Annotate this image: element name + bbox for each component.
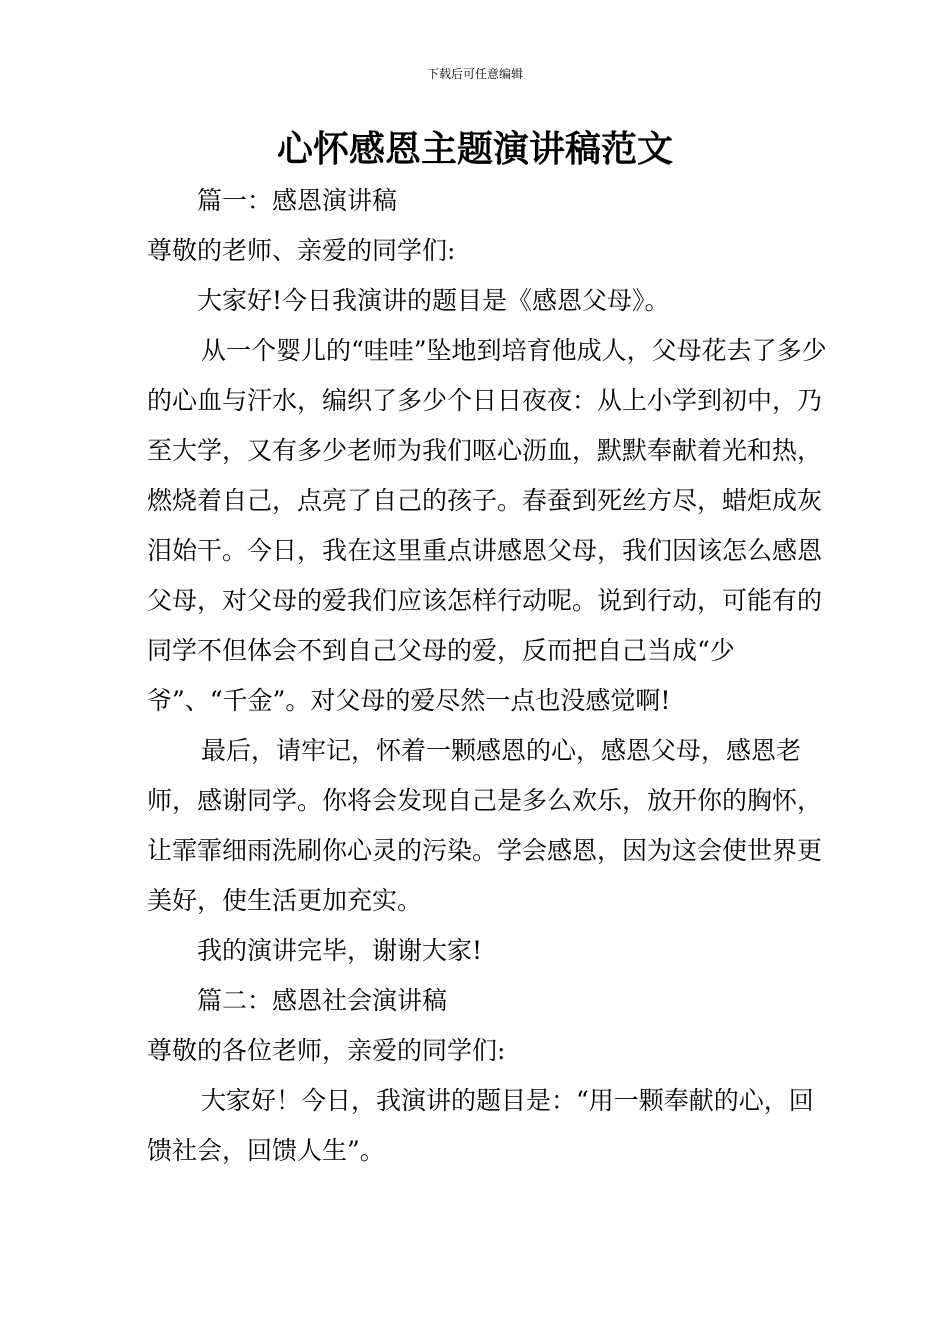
paragraph-closing-1: 我的演讲完毕，谢谢大家! <box>197 936 483 965</box>
paragraph-body-2: 最后，请牢记，怀着一颗感恩的心，感恩父母，感恩老师，感谢同学。你将会发现自己是多么欢乐，放开你的胸怀，让霏霏细雨洗刷你心灵的污染。学会感恩，因为这会使世界更美好，使生活更加充实。 <box>147 736 823 915</box>
salutation-1: 尊敬的老师、亲爱的同学们: <box>147 236 456 265</box>
salutation-2: 尊敬的各位老师，亲爱的同学们: <box>147 1036 506 1065</box>
page-header: 下载后可任意编辑 <box>426 67 523 81</box>
section-heading-2: 篇二：感恩社会演讲稿 <box>197 986 448 1015</box>
paragraph-body-1: 从一个婴儿的“哇哇”坠地到培育他成人，父母花去了多少的心血与汗水，编织了多少个日日夜夜：从上小学到初中，乃至大学，又有多少老师为我们呕心沥血，默默奉献着光和热，燃烧着自己，点亮了自己的孩子。春蚕到死丝方尽，蜡炬成灰泪始干。今日，我在这里重点讲感恩父母，我们因该怎么感恩父母，对父母的爱我们应该怎样行动呢。说到行动，可能有的同学不但体会不到自己父母的爱，反而把自己当成“少爷”、“千金”。对父母的爱尽然一点也没感觉啊! <box>147 336 827 715</box>
paragraph-greeting-2: 大家好！今日，我演讲的题目是：“用一颗奉献的心，回馈社会，回馈人生”。 <box>147 1086 814 1165</box>
document-title: 心怀感恩主题演讲稿范文 <box>276 129 673 170</box>
section-heading-1: 篇一：感恩演讲稿 <box>197 186 398 215</box>
document-body <box>147 176 827 1176</box>
paragraph-greeting-1: 大家好!今日我演讲的题目是《感恩父母》。 <box>197 286 670 315</box>
